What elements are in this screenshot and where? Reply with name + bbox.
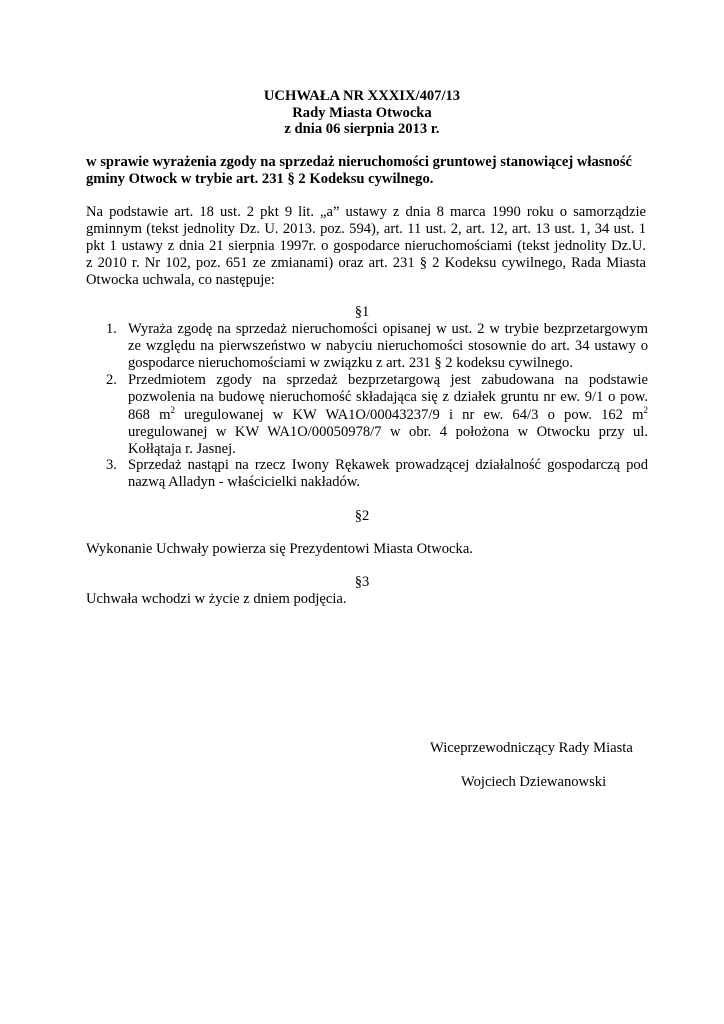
item-line-rest: uregulowanej w KW WA1O/00043237/9 i nr ew. 64/3 o pow. 162 m bbox=[174, 407, 644, 423]
item-text bbox=[128, 457, 648, 491]
item-line: Sprzedaż nastąpi na rzecz Iwony Rękawek prowadzącej działalność gospodarczą pod bbox=[128, 457, 648, 473]
resolution-subject bbox=[86, 154, 646, 188]
area-superscript: 2 bbox=[170, 405, 175, 415]
item-number: 2. bbox=[106, 372, 117, 388]
resolution-date: z dnia 06 sierpnia 2013 r. bbox=[284, 121, 440, 137]
preamble-line: Na podstawie art. 18 ust. 2 pkt 9 lit. „a” ustawy z dnia 8 marca 1990 roku o samorządzie bbox=[86, 204, 646, 220]
section-1-sign: §1 bbox=[354, 304, 370, 320]
item-number: 1. bbox=[106, 321, 117, 337]
item-line: Wyraża zgodę na sprzedaż nieruchomości opisanej w ust. 2 w trybie bezprzetargowym bbox=[128, 321, 648, 337]
preamble-line: pkt 1 ustawy z dnia 21 sierpnia 1997r. o gospodarce nieruchomościami (tekst jednolity Dz.U. bbox=[86, 238, 646, 254]
item-line: Kołłątaja r. Jasnej. bbox=[128, 441, 236, 457]
signatory-name: Wojciech Dziewanowski bbox=[461, 774, 607, 790]
item-line: pozwolenia na budowę nieruchomość składająca się z działek gruntu nr ew. 9/1 o pow. bbox=[128, 389, 648, 405]
resolution-number: UCHWAŁA NR XXXIX/407/13 bbox=[263, 88, 461, 104]
item-line: gospodarce nieruchomościami w związku z art. 231 § 2 kodeksu cywilnego. bbox=[128, 355, 573, 371]
signatory-title: Wiceprzewodniczący Rady Miasta bbox=[430, 740, 633, 756]
legal-basis-preamble bbox=[86, 204, 646, 289]
subject-line: w sprawie wyrażenia zgody na sprzedaż nieruchomości gruntowej stanowiącej własność bbox=[86, 154, 632, 170]
preamble-line: gminnym (tekst jednolity Dz. U. 2013. poz. 594), art. 11 ust. 2, art. 12, art. 13 ust. 1, 34 ust. 1 bbox=[86, 221, 646, 237]
item-text bbox=[128, 321, 648, 372]
area-value: 868 m bbox=[128, 407, 171, 423]
item-line: ze względu na pierwszeństwo w nabyciu nieruchomości stosownie do art. 34 ustawy o bbox=[128, 338, 648, 354]
section-2-text: Wykonanie Uchwały powierza się Prezydentowi Miasta Otwocka. bbox=[86, 541, 473, 557]
subject-line: gminy Otwock w trybie art. 231 § 2 Kodeksu cywilnego. bbox=[86, 171, 434, 187]
item-line: Przedmiotem zgody na sprzedaż bezprzetargową jest zabudowana na podstawie bbox=[128, 372, 648, 388]
item-line: uregulowanej w KW WA1O/00050978/7 w obr. 4 położona w Otwocku przy ul. bbox=[128, 424, 648, 440]
area-superscript: 2 bbox=[643, 405, 649, 415]
section-3-text: Uchwała wchodzi w życie z dniem podjęcia. bbox=[86, 591, 347, 607]
preamble-line: Otwocka uchwala, co następuje: bbox=[86, 272, 275, 288]
item-line bbox=[128, 407, 648, 424]
resolution-header bbox=[0, 88, 724, 138]
item-line: nazwą Alladyn - właścicielki nakładów. bbox=[128, 474, 361, 490]
section-2-sign: §2 bbox=[354, 508, 370, 524]
item-text bbox=[128, 372, 648, 458]
preamble-line: z 2010 r. Nr 102, poz. 651 ze zmianami) oraz art. 231 § 2 Kodeksu cywilnego, Rada Miasta bbox=[86, 255, 646, 271]
item-number: 3. bbox=[106, 457, 117, 473]
section-3-sign: §3 bbox=[354, 574, 370, 590]
council-name: Rady Miasta Otwocka bbox=[292, 104, 432, 121]
